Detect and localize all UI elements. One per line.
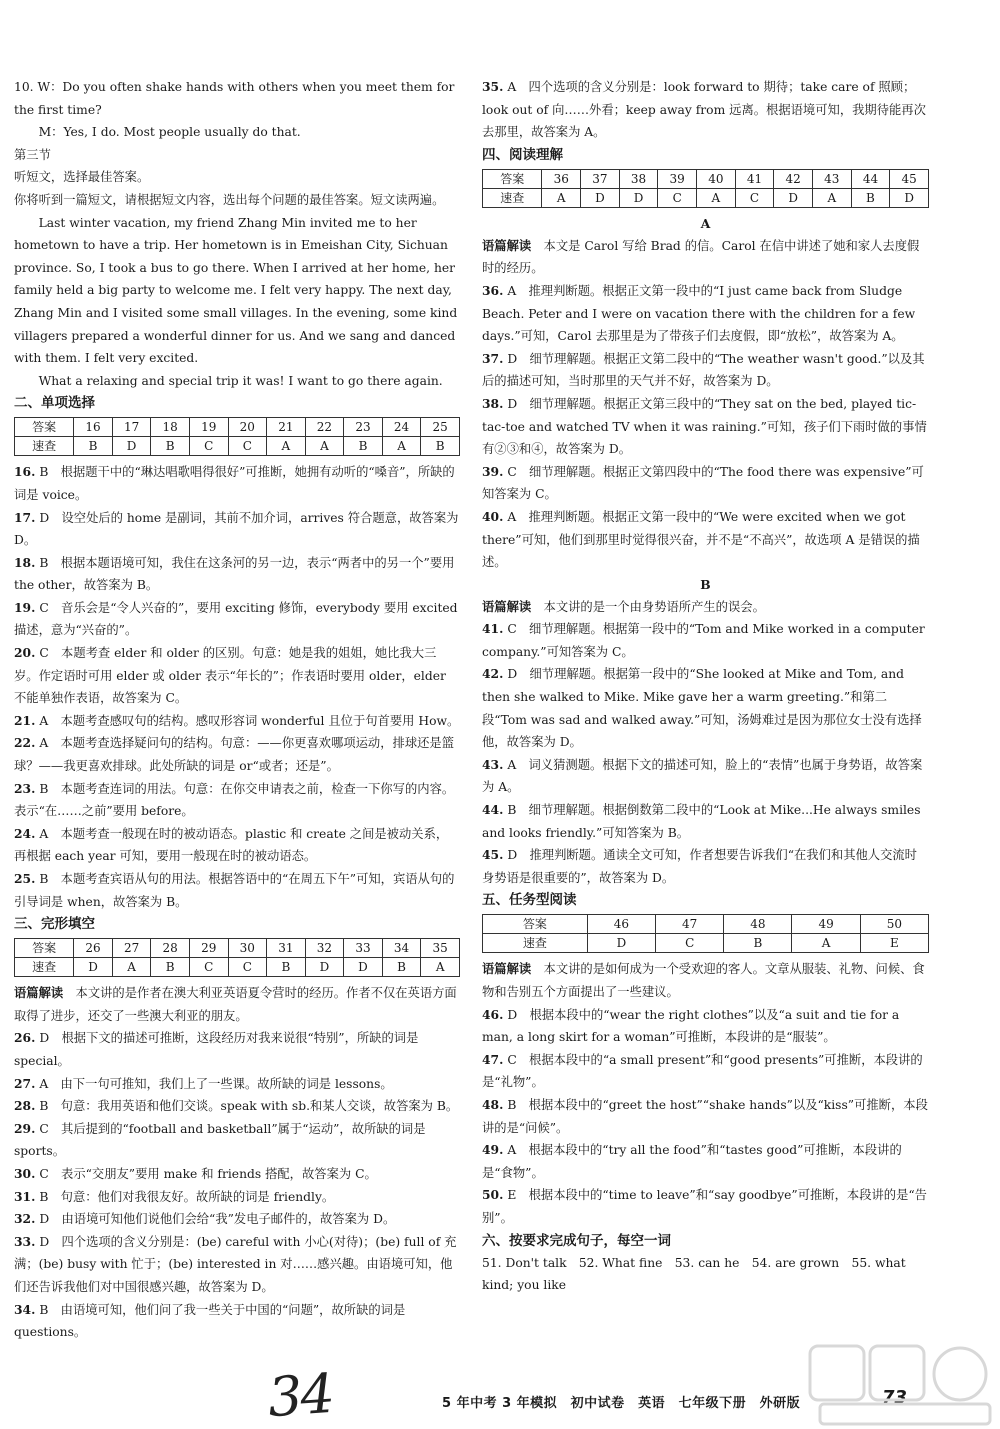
listening-instruction-detail: 你将听到一篇短文，请根据短文内容，选出每个问题的最佳答案。短文读两遍。 — [14, 192, 445, 207]
explanation-25: 25. B 本题考查宾语从句的用法。根据答语中的“在周五下午”可知，宾语从句的引导词是 when，故答案为 B。 — [14, 871, 455, 909]
answer-value: D — [74, 958, 113, 977]
question-number: 37 — [581, 169, 620, 188]
explanation-27: 27. A 由下一句可推知，我们上了一些课。故所缺的词是 lessons。 — [14, 1075, 393, 1091]
explanation-45: 45. D 推理判断题。通读全文可知，作者想要告诉我们“在我们和其他人交流时身势语是很重要的”，故答案为 D。 — [482, 847, 917, 885]
answer-value: A — [305, 437, 344, 456]
answer-value: D — [344, 958, 383, 977]
question-number: 16 — [74, 418, 113, 437]
answer-value: C — [228, 437, 267, 456]
question-number: 45 — [890, 169, 929, 188]
listening-passage-end: What a relaxing and special trip it was! I want to go there again. — [38, 373, 443, 388]
answer-value: A — [267, 437, 306, 456]
sentence-answers: 51. Don't talk 52. What fine 53. can he 54. are grown 55. what kind; you like — [482, 1255, 906, 1293]
passage-b-heading: B — [700, 576, 711, 592]
table-header-row — [15, 939, 460, 958]
explanation-29: 29. C 其后提到的“football and basketball”属于“运动”，故所缺的词是 sports。 — [14, 1120, 426, 1159]
table-row-label: 速查 — [483, 188, 542, 207]
explanation-44: 44. B 细节理解题。根据倒数第二段中的“Look at Mike...He always smiles and looks friendly.”可知答案为 B。 — [482, 802, 921, 840]
explanation-31: 31. B 句意：他们对我很友好。故所缺的词是 friendly。 — [14, 1188, 335, 1204]
explanation-33: 33. D 四个选项的含义分别是：(be) careful with 小心(对待)；(be) full of 充满；(be) busy with 忙于；(be) interested in 对……感兴趣。由语境可知，他们还告诉我他们对中国很感兴趣，故答案为 D。 — [14, 1233, 457, 1294]
question-number: 44 — [851, 169, 890, 188]
listening-line-10: 10. W：Do you often shake hands with others when you meet them for the first time? — [14, 80, 455, 117]
explanation-18: 18. B 根据本题语境可知，我住在这条河的另一边，表示“两者中的另一个”要用 the other，故答案为 B。 — [14, 554, 455, 593]
answer-value: E — [860, 934, 928, 953]
explanation-39: 39. C 细节理解题。根据正文第四段中的“The food there was expensive”可知答案为 C。 — [482, 463, 924, 502]
section-title-reading: 四、阅读理解 — [482, 146, 563, 163]
table-answer-row — [483, 934, 929, 953]
answer-value: D — [305, 958, 344, 977]
explanation-48: 48. B 根据本段中的“greet the host”“shake hands”以及“kiss”可推断，本段讲的是“问候”。 — [482, 1096, 928, 1135]
reading-summary-cloze: 语篇解读 本文讲的是作者在澳大利亚英语夏令营时的经历。作者不仅在英语方面取得了进步，还交了一些澳大利亚的朋友。 — [14, 986, 457, 1023]
answer-value: B — [151, 437, 190, 456]
reading-summary-a: 语篇解读 本文是 Carol 写给 Brad 的信。Carol 在信中讲述了她和家人去度假时的经历。 — [482, 238, 920, 276]
explanation-17: 17. D 设空处后的 home 是副词，其前不加介词，arrives 符合题意，故答案为 D。 — [14, 509, 459, 548]
question-number: 27 — [112, 939, 151, 958]
question-number: 40 — [697, 169, 736, 188]
explanation-40: 40. A 推理判断题。根据正文第一段中的“We were excited when we got there”可知，他们到那里时觉得很兴奋，并不是“不高兴”，故选项 A 是错误的描述。 — [482, 508, 920, 570]
listening-passage: Last winter vacation, my friend Zhang Min invited me to her hometown to have a trip. Her hometown is in Emeishan City, Sichuan province. So, I took a bus to go there. When I arrived at her home, her family held a big party to welcome me. I felt very happy. The next day, Zhang Min and I visited some small villages. In the evening, some kind villagers prepared a wonderful dinner for us. And we sang and danced with them. I felt very excited. — [14, 215, 458, 366]
question-number: 25 — [421, 418, 460, 437]
handwritten-page-number: 34 — [265, 1361, 335, 1429]
question-number: 33 — [344, 939, 383, 958]
explanation-46: 46. D 根据本段中的“wear the right clothes”以及“a suit and tie for a man, a long skirt for a woman”可推断，本段讲的是“服装”。 — [482, 1006, 900, 1045]
table-header-label: 答案 — [483, 169, 542, 188]
question-number: 31 — [267, 939, 306, 958]
question-number: 47 — [656, 915, 724, 934]
right-column — [482, 76, 929, 1297]
answer-value: C — [656, 934, 724, 953]
answer-value: B — [724, 934, 792, 953]
answer-value: B — [344, 437, 383, 456]
footer-book-title: 5 年中考 3 年模拟 初中试卷 英语 七年级下册 外研版 — [442, 1396, 801, 1411]
explanation-37: 37. D 细节理解题。根据正文第二段中的“The weather wasn't good.”以及其后的描述可知，当时那里的天气并不好，故答案为 D。 — [482, 350, 925, 389]
answer-value: D — [581, 188, 620, 207]
explanation-32: 32. D 由语境可知他们说他们会给“我”发电子邮件的，故答案为 D。 — [14, 1211, 396, 1227]
question-number: 35 — [421, 939, 460, 958]
table-header-row — [483, 915, 929, 934]
answer-value: B — [382, 958, 421, 977]
answer-value: A — [812, 188, 851, 207]
question-number: 22 — [305, 418, 344, 437]
question-number: 39 — [658, 169, 697, 188]
answer-value: B — [74, 437, 113, 456]
question-number: 42 — [774, 169, 813, 188]
question-number: 21 — [267, 418, 306, 437]
answer-value: B — [851, 188, 890, 207]
explanation-19: 19. C 音乐会是“令人兴奋的”，要用 exciting 修饰，everybody 要用 excited 描述，意为“兴奋的”。 — [14, 599, 458, 638]
explanation-26: 26. D 根据下文的描述可推断，这段经历对我来说很“特别”，所缺的词是 special。 — [14, 1030, 419, 1068]
explanation-50: 50. E 根据本段中的“time to leave”和“say goodbye”可推断，本段讲的是“告别”。 — [482, 1187, 927, 1225]
explanation-36: 36. A 推理判断题。根据正文第一段中的“I just came back from Sludge Beach. Peter and I were on vacation there with the children for a few days.”可知，Carol 去那里是为了带孩子们去度假，即“放松”，故答案为 A。 — [482, 282, 916, 344]
answer-table-single-choice — [14, 417, 460, 456]
answer-value: A — [112, 958, 151, 977]
question-number: 41 — [735, 169, 774, 188]
question-number: 20 — [228, 418, 267, 437]
explanation-23: 23. B 本题考查连词的用法。句意：在你交申请表之前，检查一下你写的内容。表示“在……之前”要用 before。 — [14, 780, 455, 819]
explanation-24: 24. A 本题考查一般现在时的被动语态。plastic 和 create 之间是被动关系，再根据 each year 可知，要用一般现在时的被动语态。 — [14, 825, 449, 864]
reading-summary-b: 语篇解读 本文讲的是一个由身势语所产生的误会。 — [482, 599, 765, 614]
question-number: 17 — [112, 418, 151, 437]
question-number: 34 — [382, 939, 421, 958]
answer-value: A — [382, 437, 421, 456]
answer-value: C — [658, 188, 697, 207]
answer-value: A — [421, 958, 460, 977]
answer-value: C — [189, 437, 228, 456]
section-title-sentences: 六、按要求完成句子，每空一词 — [482, 1232, 671, 1249]
question-number: 48 — [724, 915, 792, 934]
question-number: 24 — [382, 418, 421, 437]
answer-value: B — [421, 437, 460, 456]
question-number: 46 — [587, 915, 655, 934]
answer-value: D — [890, 188, 929, 207]
explanation-49: 49. A 根据本段中的“try all the food”和“tastes good”可推断，本段讲的是“食物”。 — [482, 1142, 902, 1180]
question-number: 30 — [228, 939, 267, 958]
table-answer-row — [483, 188, 929, 207]
answer-value: D — [619, 188, 658, 207]
question-number: 26 — [74, 939, 113, 958]
section-title-single-choice: 二、单项选择 — [14, 395, 95, 412]
section-title-task-reading: 五、任务型阅读 — [482, 892, 577, 909]
answer-value: C — [228, 958, 267, 977]
question-number: 23 — [344, 418, 383, 437]
table-header-row — [15, 418, 460, 437]
table-answer-row — [15, 958, 460, 977]
question-number: 36 — [542, 169, 581, 188]
answer-table-cloze — [14, 938, 460, 977]
explanation-41: 41. C 细节理解题。根据第一段中的“Tom and Mike worked in a computer company.”可知答案为 C。 — [482, 621, 925, 659]
answer-table-reading — [482, 169, 929, 208]
section-title-cloze: 三、完形填空 — [14, 916, 95, 933]
answer-value: B — [267, 958, 306, 977]
answer-value: B — [151, 958, 190, 977]
table-row-label: 速查 — [15, 958, 74, 977]
table-header-label: 答案 — [483, 915, 588, 934]
question-number: 49 — [792, 915, 860, 934]
question-number: 18 — [151, 418, 190, 437]
question-number: 38 — [619, 169, 658, 188]
question-number: 19 — [189, 418, 228, 437]
answer-value: A — [792, 934, 860, 953]
question-number: 43 — [812, 169, 851, 188]
answer-value: C — [735, 188, 774, 207]
table-answer-row — [15, 437, 460, 456]
answer-value: A — [697, 188, 736, 207]
answer-table-task-reading — [482, 914, 929, 953]
page-number: 73 — [882, 1387, 908, 1408]
explanation-47: 47. C 根据本段中的“a small present”和“good presents”可推断，本段讲的是“礼物”。 — [482, 1051, 923, 1090]
table-row-label: 速查 — [15, 437, 74, 456]
left-column — [14, 76, 460, 1344]
passage-a-heading: A — [700, 215, 711, 231]
explanation-35: 35. A 四个选项的含义分别是：look forward to 期待；take care of 照顾；look out of 向……外看；keep away from 远离。根据语境可知，我期待能再次去那里，故答案为 A。 — [482, 79, 926, 140]
question-number: 50 — [860, 915, 928, 934]
explanation-22: 22. A 本题考查选择疑问句的结构。句意：——你更喜欢哪项运动，排球还是篮球？——我更喜欢排球。此处所缺的词是 or“或者；还是”。 — [14, 735, 455, 774]
watermark-logo-icon — [800, 1338, 996, 1428]
section-3-heading: 第三节 — [14, 147, 51, 162]
answer-value: C — [189, 958, 228, 977]
table-row-label: 速查 — [483, 934, 588, 953]
reading-summary-task: 语篇解读 本文讲的是如何成为一个受欢迎的客人。文章从服装、礼物、问候、食物和告别五个方面提出了一些建议。 — [482, 962, 925, 999]
table-header-label: 答案 — [15, 939, 74, 958]
explanation-43: 43. A 词义猜测题。根据下文的描述可知，脸上的“表情”也属于身势语，故答案为 A。 — [482, 756, 923, 795]
table-header-label: 答案 — [15, 418, 74, 437]
explanation-30: 30. C 表示“交朋友”要用 make 和 friends 搭配，故答案为 C。 — [14, 1165, 377, 1181]
question-number: 29 — [189, 939, 228, 958]
explanation-20: 20. C 本题考查 elder 和 older 的区别。句意：她是我的姐姐，她比我大三岁。作定语时可用 elder 或 older 表示“年长的”；作表语时要用 older，elder 不能单独作表语，故答案为 C。 — [14, 645, 446, 706]
answer-value: A — [542, 188, 581, 207]
question-number: 32 — [305, 939, 344, 958]
answer-value: D — [587, 934, 655, 953]
explanation-34: 34. B 由语境可知，他们问了我一些关于中国的“问题”，故所缺的词是 questions。 — [14, 1301, 406, 1340]
explanation-42: 42. D 细节理解题。根据第一段中的“She looked at Mike and Tom, and then she walked to Mike. Mike gave her a warm greeting.”和第二段“Tom was sad and walked away.”可知，汤姆难过是因为那位女士没有选择他，故答案为 D。 — [482, 666, 922, 750]
explanation-38: 38. D 细节理解题。根据正文第三段中的“They sat on the bed, played tic-tac-toe and watched TV when it was raining.”可知，孩子们下雨时做的事情有②③和④，故答案为 D。 — [482, 395, 927, 457]
answer-value: D — [774, 188, 813, 207]
question-number: 28 — [151, 939, 190, 958]
explanation-21: 21. A 本题考查感叹句的结构。感叹形容词 wonderful 且位于句首要用 How。 — [14, 712, 460, 728]
listening-instruction: 听短文，选择最佳答案。 — [14, 170, 150, 185]
answer-value: D — [112, 437, 151, 456]
listening-line-10-reply: M：Yes, I do. Most people usually do that. — [38, 125, 301, 140]
table-header-row — [483, 169, 929, 188]
explanation-16: 16. B 根据题干中的“琳达唱歌唱得很好”可推断，她拥有动听的“嗓音”，所缺的词是 voice。 — [14, 464, 455, 502]
explanation-28: 28. B 句意：我用英语和他们交谈。speak with sb.和某人交谈，故答案为 B。 — [14, 1098, 459, 1114]
